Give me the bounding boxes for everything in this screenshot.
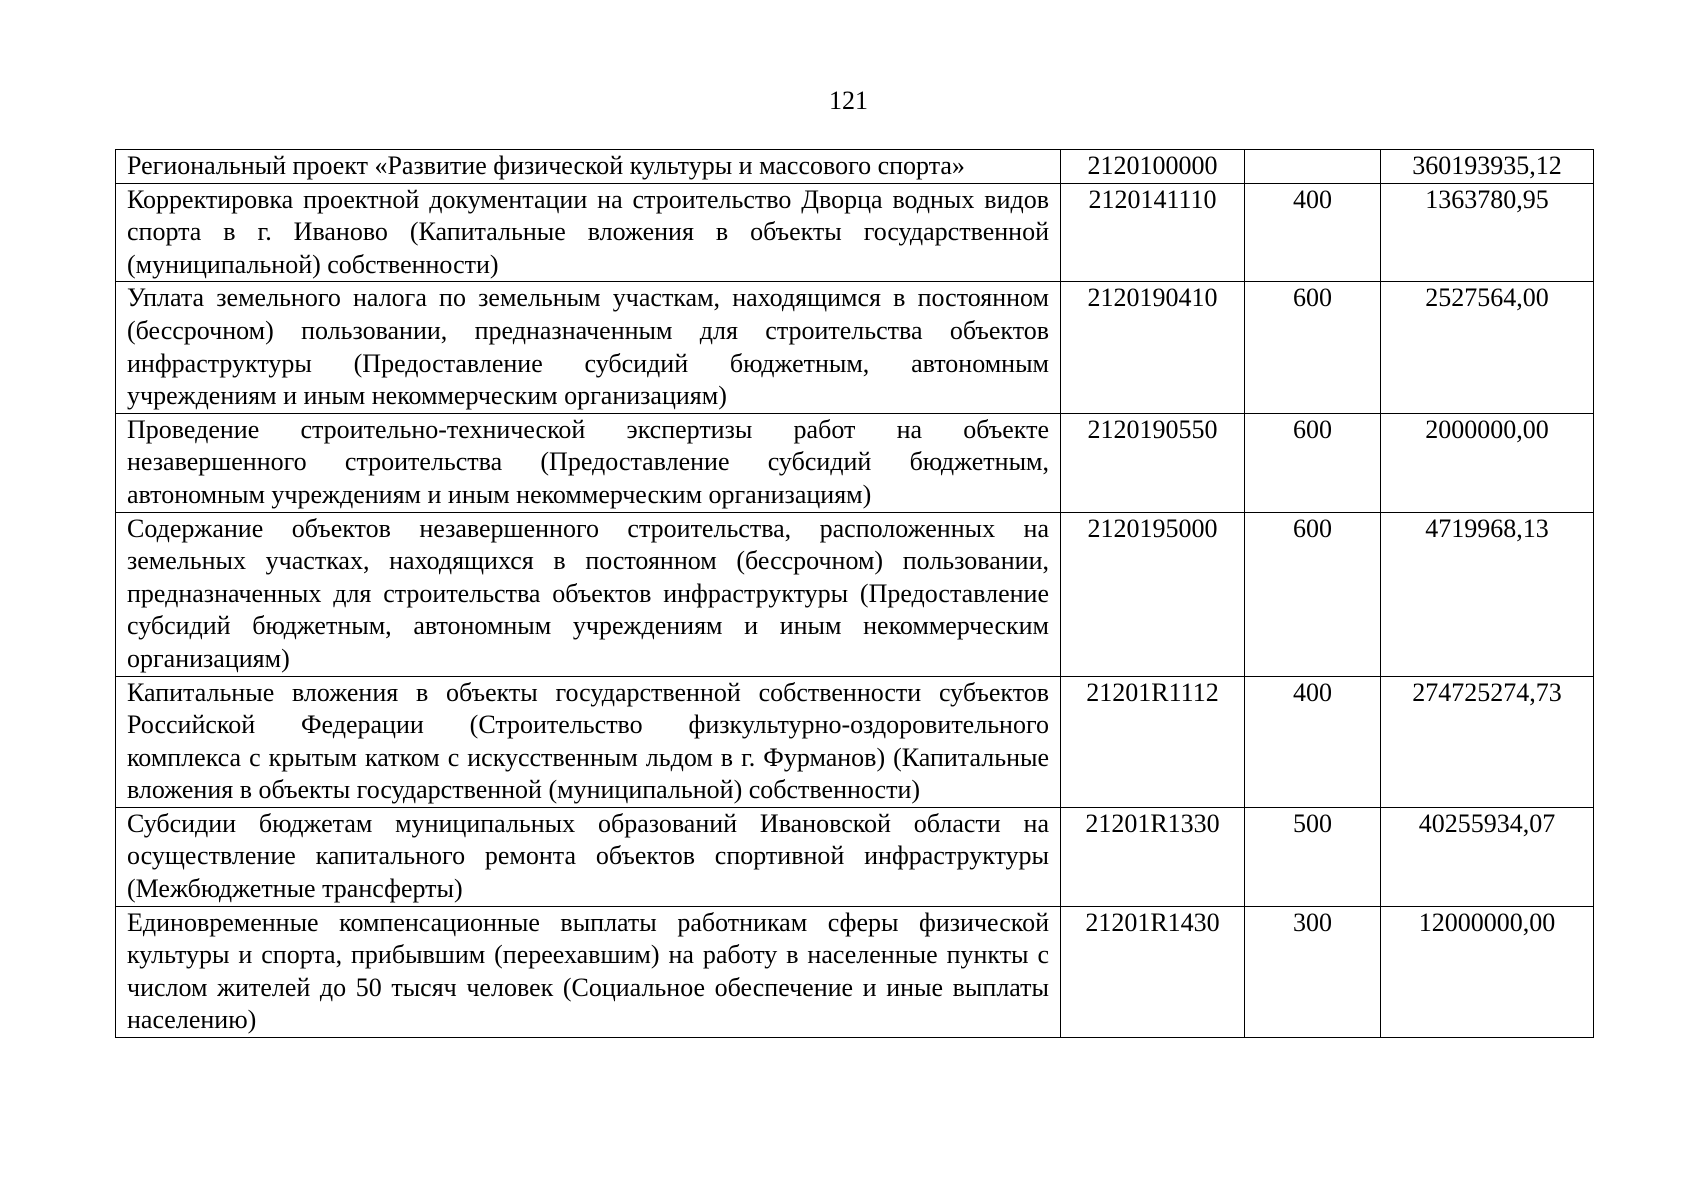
table-row — [116, 512, 1594, 676]
row-code: 2120141110 — [1061, 183, 1245, 282]
budget-table — [115, 149, 1594, 1038]
row-type: 500 — [1245, 807, 1381, 906]
row-code: 2120190550 — [1061, 413, 1245, 512]
row-code: 2120100000 — [1061, 150, 1245, 184]
table-row — [116, 807, 1594, 906]
table-row — [116, 413, 1594, 512]
row-amount: 40255934,07 — [1381, 807, 1594, 906]
row-code: 21201R1430 — [1061, 906, 1245, 1037]
row-type: 400 — [1245, 183, 1381, 282]
row-amount: 12000000,00 — [1381, 906, 1594, 1037]
row-type: 600 — [1245, 413, 1381, 512]
table-row — [116, 676, 1594, 807]
row-amount: 2000000,00 — [1381, 413, 1594, 512]
row-type — [1245, 150, 1381, 184]
row-amount: 4719968,13 — [1381, 512, 1594, 676]
row-amount: 274725274,73 — [1381, 676, 1594, 807]
row-amount: 1363780,95 — [1381, 183, 1594, 282]
page-number: 121 — [829, 86, 868, 115]
row-name: Региональный проект «Развитие физической культуры и массового спорта» — [116, 150, 1061, 184]
row-amount: 360193935,12 — [1381, 150, 1594, 184]
row-name: Содержание объектов незавершенного строительства, расположенных на земельных участках, находящихся в постоянном (бессрочном) пользовании, предназначенных для строительства объектов инфраструктуры (Предоставление субсидий бюджетным, автономным учреждениям и иным некоммерческим организациям) — [116, 512, 1061, 676]
row-name: Единовременные компенсационные выплаты работникам сферы физической культуры и спорта, прибывшим (переехавшим) на работу в населенные пункты с числом жителей до 50 тысяч человек (Социальное обеспечение и иные выплаты населению) — [116, 906, 1061, 1037]
row-name: Корректировка проектной документации на строительство Дворца водных видов спорта в г. Иваново (Капитальные вложения в объекты государственной (муниципальной) собственности) — [116, 183, 1061, 282]
row-name: Субсидии бюджетам муниципальных образований Ивановской области на осуществление капитального ремонта объектов спортивной инфраструктуры (Межбюджетные трансферты) — [116, 807, 1061, 906]
row-code: 21201R1112 — [1061, 676, 1245, 807]
row-type: 600 — [1245, 512, 1381, 676]
row-type: 600 — [1245, 282, 1381, 413]
row-amount: 2527564,00 — [1381, 282, 1594, 413]
row-code: 2120190410 — [1061, 282, 1245, 413]
row-type: 300 — [1245, 906, 1381, 1037]
table-row — [116, 183, 1594, 282]
row-code: 21201R1330 — [1061, 807, 1245, 906]
table-row — [116, 150, 1594, 184]
row-name: Капитальные вложения в объекты государственной собственности субъектов Российской Федерации (Строительство физкультурно-оздоровительного комплекса с крытым катком с искусственным льдом в г. Фурманов) (Капитальные вложения в объекты государственной (муниципальной) собственности) — [116, 676, 1061, 807]
row-code: 2120195000 — [1061, 512, 1245, 676]
row-type: 400 — [1245, 676, 1381, 807]
row-name: Уплата земельного налога по земельным участкам, находящимся в постоянном (бессрочном) пользовании, предназначенным для строительства объектов инфраструктуры (Предоставление субсидий бюджетным, автономным учреждениям и иным некоммерческим организациям) — [116, 282, 1061, 413]
row-name: Проведение строительно-технической экспертизы работ на объекте незавершенного строительства (Предоставление субсидий бюджетным, автономным учреждениям и иным некоммерческим организациям) — [116, 413, 1061, 512]
table-row — [116, 906, 1594, 1037]
table-row — [116, 282, 1594, 413]
